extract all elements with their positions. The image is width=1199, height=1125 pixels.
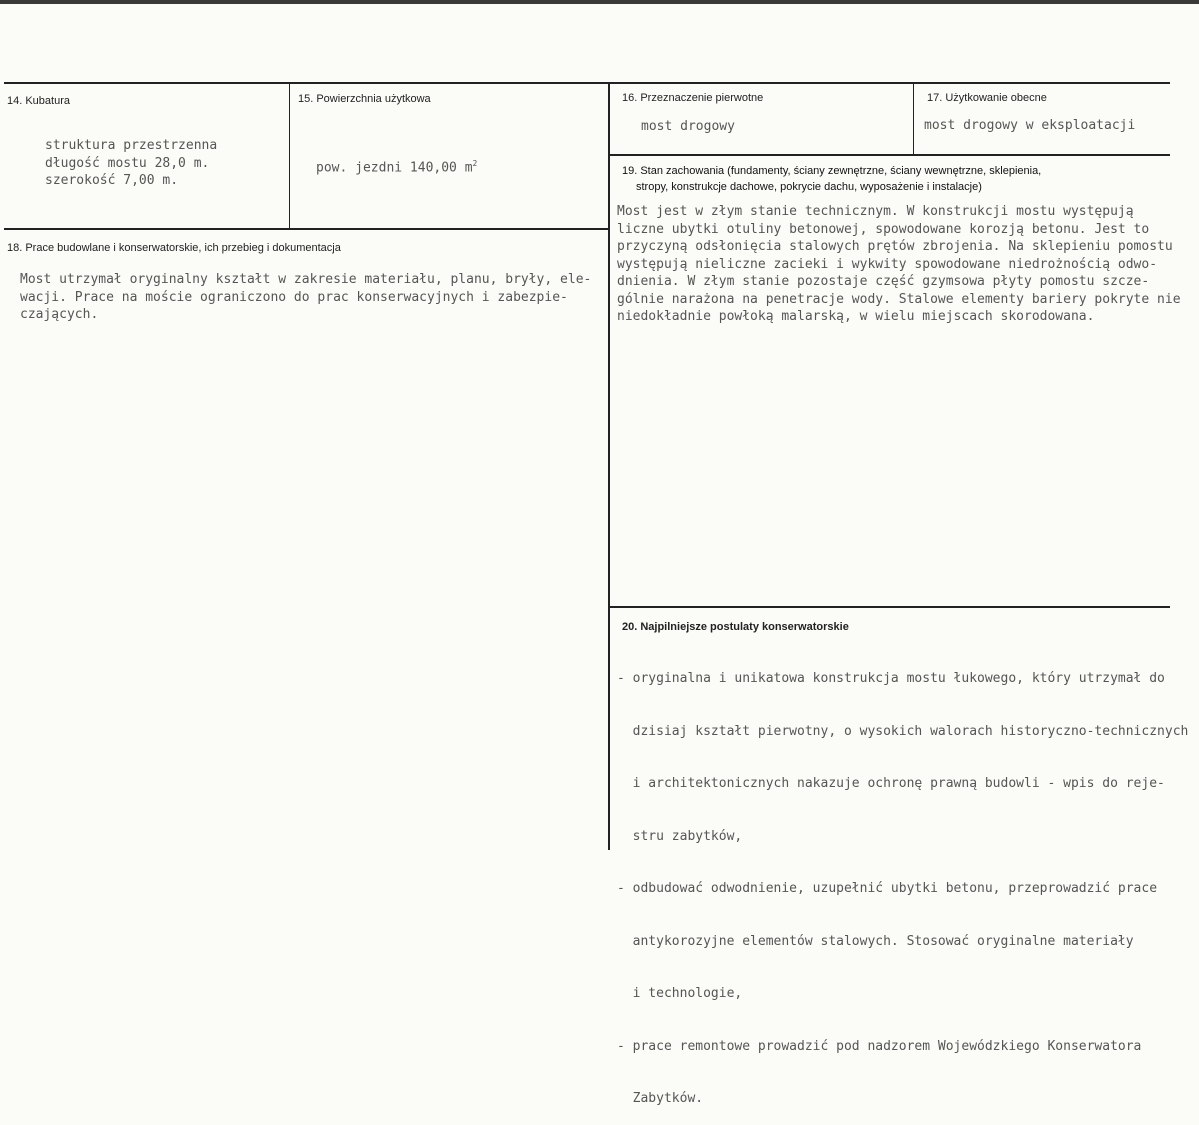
field-19-line: przyczyną odsłonięcia stalowych prętów zbrojenia. Na sklepieniu pomostu [617,239,1173,254]
field-20-line: Zabytków. [617,1091,704,1106]
field-18-line: czających. [20,307,99,322]
field-14-line: długość mostu 28,0 m. [45,155,210,171]
rule-v-14-15 [289,83,290,229]
field-18-label: 18. Prace budowlane i konserwatorskie, ich przebieg i dokumentacja [7,242,341,254]
field-19-line: liczne ubytki otuliny betonowej, spowodowane korozją betonu. Jest to [617,221,1150,237]
field-20-line: stru zabytków, [617,828,743,844]
field-20-line: i architektonicznych nakazuje ochronę prawną budowli - wpis do reje- [617,776,1165,791]
field-19-label [622,163,1041,195]
field-19-line: dnienia. W złym stanie pozostaje część gzymsowa płyty pomostu szcze- [617,274,1150,289]
field-19-label-line: 19. Stan zachowania (fundamenty, ściany zewnętrzne, ściany wewnętrzne, sklepienia, [622,165,1042,177]
field-15-text: pow. jezdni 140,00 m [316,160,473,176]
field-20-line: dzisiaj kształt pierwotny, o wysokich walorach historyczno-technicznych [617,723,1189,739]
field-20-line: - oryginalna i unikatowa konstrukcja mostu łukowego, który utrzymał do [617,671,1165,686]
page-top-edge [0,0,1199,4]
field-19-line: Most jest w złym stanie technicznym. W konstrukcji mostu występują [617,204,1134,219]
field-15-label: 15. Powierzchnia użytkowa [298,93,431,105]
field-17-label: 17. Użytkowanie obecne [927,92,1047,104]
field-19-line: niedokładnie powłoką malarską, w wielu miejscach skorodowana. [617,309,1095,324]
field-14-line: struktura przestrzenna [45,138,218,153]
rule-v-16-17 [913,83,914,154]
field-20-line: - odbudować odwodnienie, uzupełnić ubytki betonu, przeprowadzić prace [617,881,1158,896]
field-20-line: i technologie, [617,986,743,1001]
rule-right-16-19 [610,154,1170,156]
field-18-value [20,271,591,324]
field-14-value [45,137,217,190]
field-20-value [617,635,1188,1125]
rule-v-center [608,83,610,850]
field-19-line: gólnie narażona na penetracje wody. Stalowe elementy bariery pokryte nie [617,291,1181,307]
field-20-line: antykorozyjne elementów stalowych. Stosować oryginalne materiały [617,933,1134,949]
field-16-value: most drogowy [641,119,735,134]
field-14-line: szerokość 7,00 m. [45,173,179,188]
field-19-label-line: stropy, konstrukcje dachowe, pokrycie dachu, wyposażenie i instalacje) [636,181,982,193]
field-18-line: Most utrzymał oryginalny kształt w zakresie materiału, planu, bryły, ele- [20,272,592,287]
field-17-value: most drogowy w eksploatacji [924,118,1136,133]
field-19-value [617,203,1181,326]
field-19-line: występują nieliczne zacieki i wykwity spowodowane niedrożnością odwo- [617,256,1158,272]
field-20-line: - prace remontowe prowadzić pod nadzorem Wojewódzkiego Konserwatora [617,1038,1142,1054]
field-16-label: 16. Przeznaczenie pierwotne [622,92,764,104]
field-15-value [316,155,477,177]
field-15-unit-sup: 2 [472,159,478,168]
rule-left-mid [4,228,609,230]
rule-top [4,82,1170,84]
field-18-line: wacji. Prace na moście ograniczono do prac konserwacyjnych i zabezpie- [20,289,568,305]
field-20-label: 20. Najpilniejsze postulaty konserwatorskie [622,621,849,633]
field-14-label: 14. Kubatura [7,95,70,107]
rule-right-19-20 [610,606,1170,608]
